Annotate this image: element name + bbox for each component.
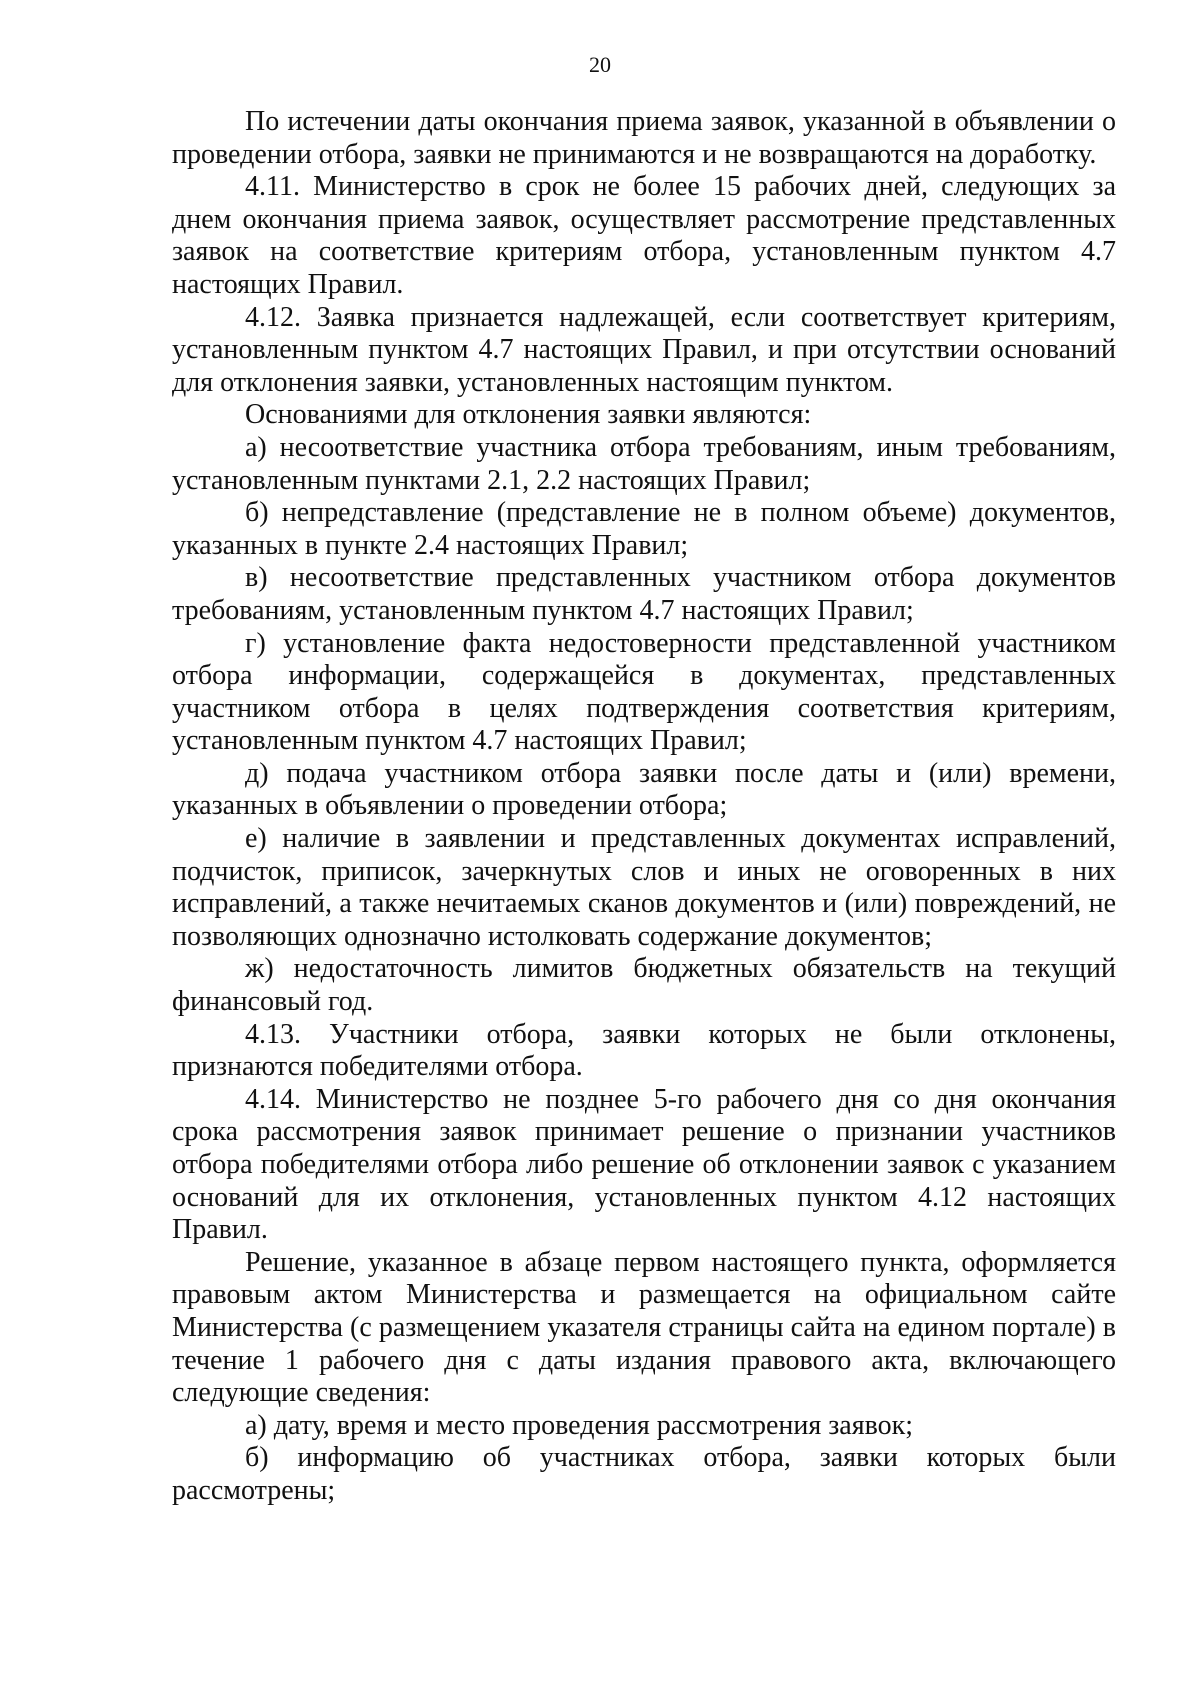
list-item: г) установление факта недостоверности представленной участником отбора информации, содержащейся в документах, представленных участником отбора в целях подтверждения соответствия критериям, установленным пунктом 4.7 настоящих Правил; <box>172 627 1116 757</box>
paragraph: 4.14. Министерство не позднее 5-го рабочего дня со дня окончания срока рассмотрения заявок принимает решение о признании участников отбора победителями отбора либо решение об отклонении заявок с указанием оснований для их отклонения, установленных пунктом 4.12 настоящих Правил. <box>172 1083 1116 1246</box>
page-body <box>172 106 1116 1508</box>
paragraph: Основаниями для отклонения заявки являются: <box>245 399 812 431</box>
list-item: в) несоответствие представленных участником отбора документов требованиям, установленным пунктом 4.7 настоящих Правил; <box>172 562 1116 626</box>
paragraph: 4.13. Участники отбора, заявки которых не были отклонены, признаются победителями отбора. <box>172 1018 1116 1083</box>
list-item: б) непредставление (представление не в полном объеме) документов, указанных в пункте 2.4 настоящих Правил; <box>172 497 1116 561</box>
list-item: д) подача участником отбора заявки после даты и (или) времени, указанных в объявлении о проведении отбора; <box>172 757 1116 822</box>
list-item: ж) недостаточность лимитов бюджетных обязательств на текущий финансовый год. <box>172 953 1116 1018</box>
list-item: а) дату, время и место проведения рассмотрения заявок; <box>245 1409 914 1441</box>
list-item: б) информацию об участниках отбора, заявки которых были рассмотрены; <box>172 1442 1116 1506</box>
paragraph: Решение, указанное в абзаце первом настоящего пункта, оформляется правовым актом Министерства и размещается на официальном сайте Министерства (с размещением указателя страницы сайта на едином портале) в течение 1 рабочего дня с даты издания правового акта, включающего следующие сведения: <box>172 1246 1116 1409</box>
page-number: 20 <box>589 52 611 77</box>
paragraph: По истечении даты окончания приема заявок, указанной в объявлении о проведении отбора, заявки не принимаются и не возвращаются на доработку. <box>172 106 1116 170</box>
paragraph: 4.12. Заявка признается надлежащей, если соответствует критериям, установленным пунктом 4.7 настоящих Правил, и при отсутствии оснований для отклонения заявки, установленных настоящим пунктом. <box>172 301 1116 398</box>
list-item: а) несоответствие участника отбора требованиям, иным требованиям, установленным пунктами 2.1, 2.2 настоящих Правил; <box>172 431 1116 496</box>
paragraph: 4.11. Министерство в срок не более 15 рабочих дней, следующих за днем окончания приема заявок, осуществляет рассмотрение представленных заявок на соответствие критериям отбора, установленным пунктом 4.7 настоящих Правил. <box>172 171 1116 300</box>
list-item: е) наличие в заявлении и представленных документах исправлений, подчисток, приписок, зачеркнутых слов и иных не оговоренных в них исправлений, а также нечитаемых сканов документов и (или) повреждений, не позволяющих однозначно истолковать содержание документов; <box>172 823 1116 952</box>
